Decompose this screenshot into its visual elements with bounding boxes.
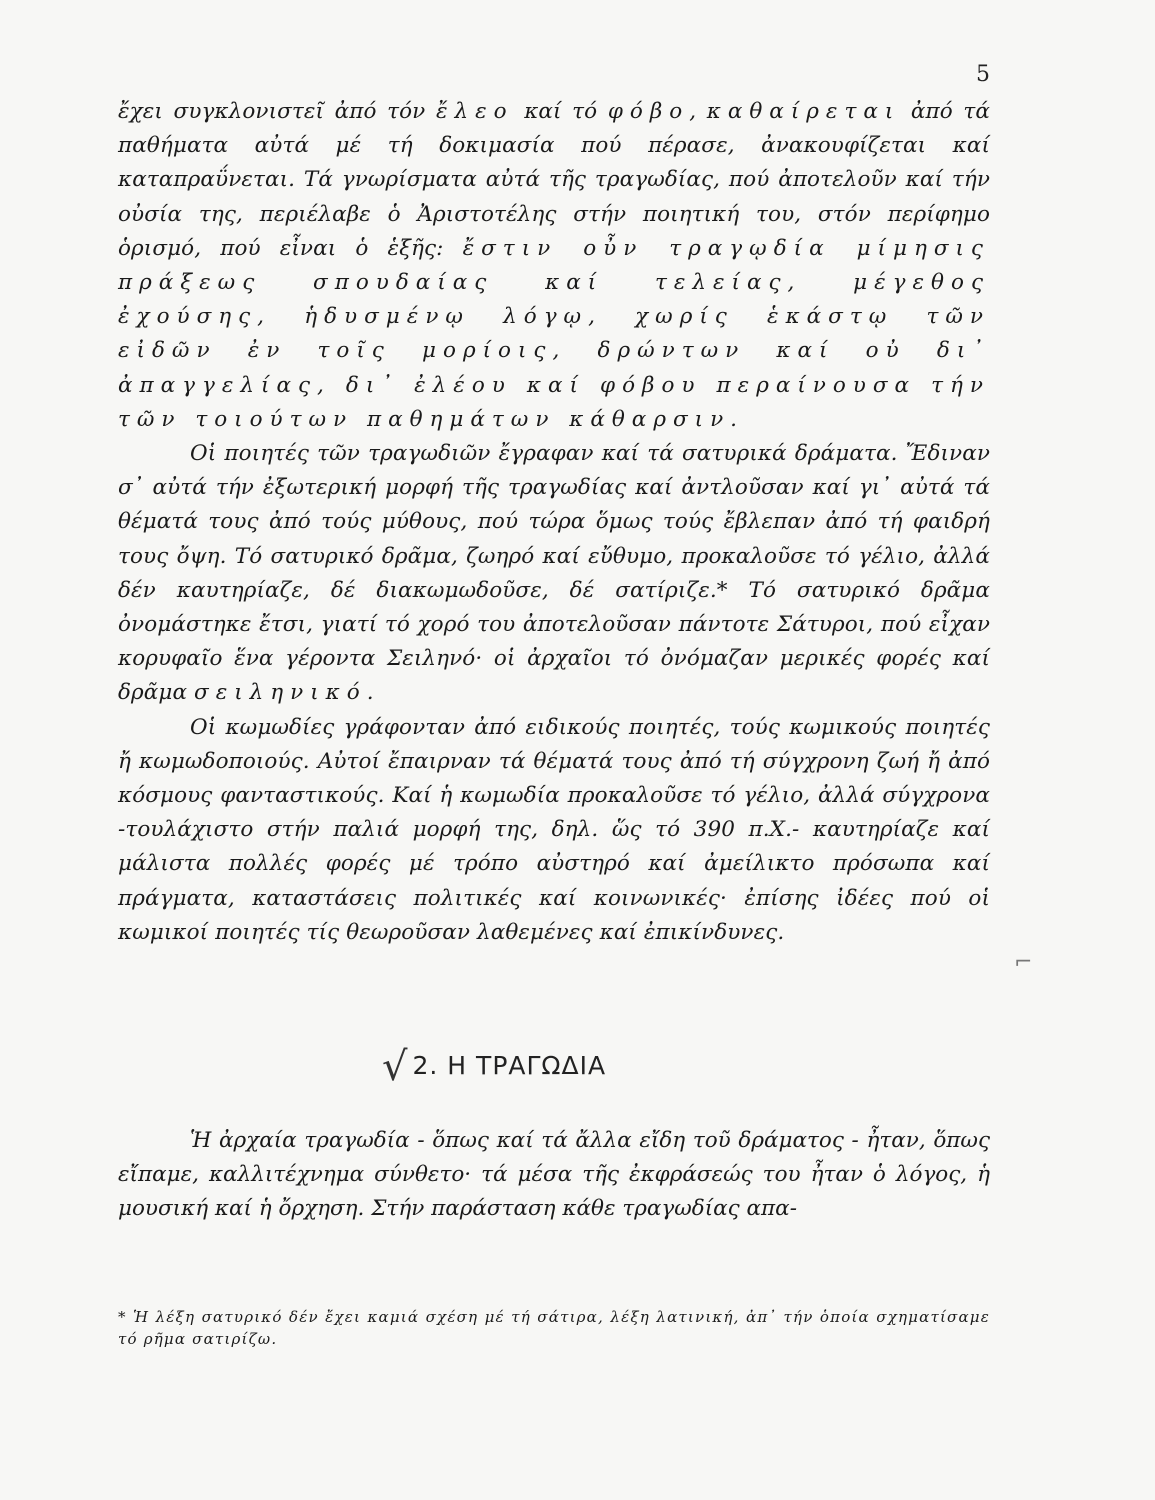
text-segment: ἔχει συγκλονιστεῖ ἀπό τόν [118,99,436,124]
text-segment: Οἱ ποιητές τῶν τραγωδιῶν ἔγραφαν καί τά σατυρικά δράματα. Ἔδιναν σ᾽ αὐτά τήν ἐξωτερική μορφή τῆς τραγωδίας καί ἀντλοῦσαν καί γι᾽ αὐτά τά θέματά τους ἀπό τούς μύθους, πού τώρα ὅμως τούς ἔβλεπαν ἀπό τή φαιδρή τους ὄψη. Τό σατυρικό δρᾶμα, ζωηρό καί εὔθυμο, προκαλοῦσε τό γέλιο, ἀλλά δέν καυτηρίαζε, δέ διακωμωδοῦσε, δέ σατίριζε.* Τό σατυρικό δρᾶμα ὀνομάστηκε ἔτσι, γιατί τό χορό του ἀποτελοῦσαν πάντοτε Σάτυροι, πού εἶχαν κορυφαῖο ἕνα γέροντα Σειληνό· οἱ ἀρχαῖοι τό ὀνόμαζαν μερικές φορές καί δρᾶμα [118,441,990,706]
paragraph-satyr-drama [118,437,990,711]
paragraph-tragedy: Ἡ ἀρχαία τραγωδία - ὅπως καί τά ἄλλα εἴδη τοῦ δράματος - ἦταν, ὅπως εἴπαμε, καλλιτέχνημα σύνθετο· τά μέσα τῆς ἐκφράσεώς του ἦταν ὁ λόγος, ἡ μουσική καί ἡ ὄρχηση. Στήν παράσταση κάθε τραγωδίας απα- [118,1128,990,1222]
spaced-word-fovo: φόβο [607,99,690,124]
text-segment: . [366,680,374,706]
spaced-word-eleo: ἔλεο [435,99,514,124]
footnote: * Ἡ λέξη σατυρικό δέν ἔχει καμιά σχέση μέ τή σάτιρα, λέξη λατινική, ἀπ᾽ τήν ὁποία σχηματίσαμε τό ρῆμα σατιρίζω. [118,1308,990,1348]
section-text [118,1124,990,1227]
paragraph-aristotle-definition [118,95,990,437]
text-segment: ἀπό τά παθήματα αὐτά μέ τή δοκιμασία πού πέρασε, ἀνακουφίζεται καί καταπραΰνεται. Τά γνωρίσματα αὐτά τῆς τραγωδίας, πού ἀποτελοῦν καί τήν οὐσία της, περιέλαβε ὁ Ἀριστοτέλης στήν ποιητική του, στόν περίφημο ὁρισμό, πού εἶναι ὁ ἑξῆς: [118,99,990,261]
text-segment: καί τό [513,99,608,124]
body-text [118,95,990,950]
spaced-word-seilhniko: σειληνικό [194,680,367,706]
aristotle-quote: ἔστιν οὖν τραγῳδία μίμησις πράξεως σπουδαίας καί τελείας, μέγεθος ἐχούσης, ἡδυσμένῳ λόγῳ, χωρίς ἑκάστῳ τῶν εἰδῶν ἐν τοῖς μορίοις, δρώντων καί οὐ δι᾽ ἀπαγγελίας, δι᾽ ἐλέου καί φόβου περαίνουσα τήν τῶν τοιούτων παθημάτων κάθαρσιν. [118,235,990,432]
section-title: 2. Η ΤΡΑΓΩΔΙΑ [412,1051,607,1080]
paragraph-comedy: Οἱ κωμωδίες γράφονταν ἀπό ειδικούς ποιητές, τούς κωμικούς ποιητές ἤ κωμωδοποιούς. Αὐτοί ἔπαιρναν τά θέματά τους ἀπό τή σύγχρονη ζωή ἤ ἀπό κόσμους φανταστικούς. Καί ἡ κωμωδία προκαλοῦσε τό γέλιο, ἀλλά σύγχρονα -τουλάχιστο στήν παλιά μορφή της, δηλ. ὥς τό 390 π.Χ.- καυτηρίαζε καί μάλιστα πολλές φορές μέ τρόπο αὐστηρό καί ἀμείλικτο πρόσωπα καί πράγματα, καταστάσεις πολιτικές καί κοινωνικές· ἐπίσης ἰδέες πού οἱ κωμικοί ποιητές τίς θεωροῦσαν λαθεμένες καί ἐπικίνδυνες. [118,714,990,945]
page-number: 5 [976,62,990,87]
section-heading [382,1044,782,1090]
text-segment: , [689,99,707,124]
spaced-word-kathairetai: καθαίρεται [706,99,901,124]
check-mark-icon: √ [382,1044,409,1090]
margin-mark: ⌐ [1014,950,1033,975]
